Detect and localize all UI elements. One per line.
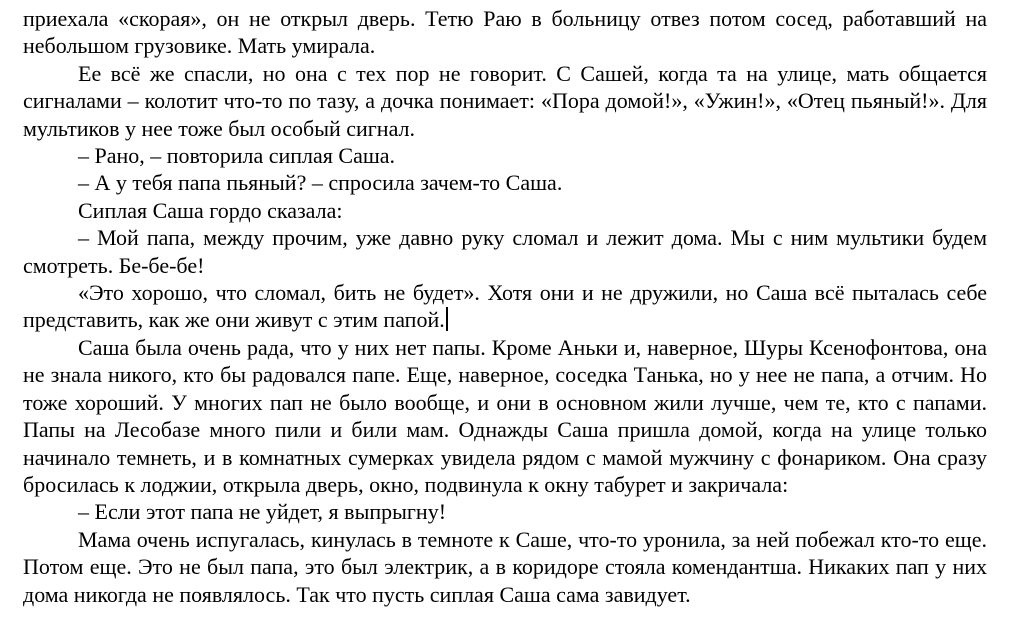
text-cursor (446, 307, 448, 331)
paragraph-9 (23, 498, 987, 525)
paragraph-3 (23, 142, 987, 169)
paragraph-5 (23, 197, 987, 224)
document-page (23, 5, 987, 608)
paragraph-2-text: Ее всё же спасли, но она с тех пор не говорит. С Сашей, когда та на улице, мать общается сигналами – колотит что-то по тазу, а дочка понимает: «Пора домой!», «Ужин!», «Отец пьяный!». Для мультиков у нее тоже был особый сигнал. (23, 60, 987, 141)
paragraph-1 (23, 5, 987, 60)
paragraph-6-text: – Мой папа, между прочим, уже давно руку сломал и лежит дома. Мы с ним мультики будем смотреть. Бе-бе-бе! (23, 225, 987, 278)
paragraph-8 (23, 334, 987, 498)
paragraph-4-text: – А у тебя папа пьяный? – спросила зачем-то Саша. (78, 170, 563, 196)
paragraph-8-text: Саша была очень рада, что у них нет папы. Кроме Аньки и, наверное, Шуры Ксенофонтова, она не знала никого, кто бы радовался папе. Еще, наверное, соседка Танька, но у нее не папа, а отчим. Но тоже хороший. У многих пап не было вообще, и они в основном жили лучше, чем те, кто с папами. Папы на Лесобазе много пили и били мам. Однажды Саша пришла домой, когда на улице только начинало темнеть, и в комнатных сумерках увидела рядом с мамой мужчину с фонариком. Она сразу бросилась к лоджии, открыла дверь, окно, подвинула к окну табурет и закричала: (23, 334, 987, 497)
paragraph-4 (23, 169, 987, 196)
paragraph-2 (23, 60, 987, 142)
paragraph-3-text: – Рано, – повторила сиплая Саша. (78, 143, 396, 169)
paragraph-1-text: приехала «скорая», он не открыл дверь. Тетю Раю в больницу отвез потом сосед, работавший на небольшом грузовике. Мать умирала. (23, 6, 987, 59)
paragraph-10-text: Мама очень испугалась, кинулась в темноте к Саше, что-то уронила, за ней побежал кто-то еще. Потом еще. Это не был папа, это был электрик, а в коридоре стояла комендантша. Никаких пап у них дома никогда не появлялось. Так что пусть сиплая Саша сама завидует. (23, 526, 987, 607)
paragraph-10 (23, 526, 987, 608)
paragraph-7 (23, 279, 987, 334)
paragraph-6 (23, 224, 987, 279)
paragraph-7-text: «Это хорошо, что сломал, бить не будет». Хотя они и не дружили, но Саша всё пыталась себе представить, как же они живут с этим папой. (23, 280, 987, 333)
paragraph-9-text: – Если этот папа не уйдет, я выпрыгну! (78, 499, 447, 525)
paragraph-5-text: Сиплая Саша гордо сказала: (78, 197, 343, 223)
